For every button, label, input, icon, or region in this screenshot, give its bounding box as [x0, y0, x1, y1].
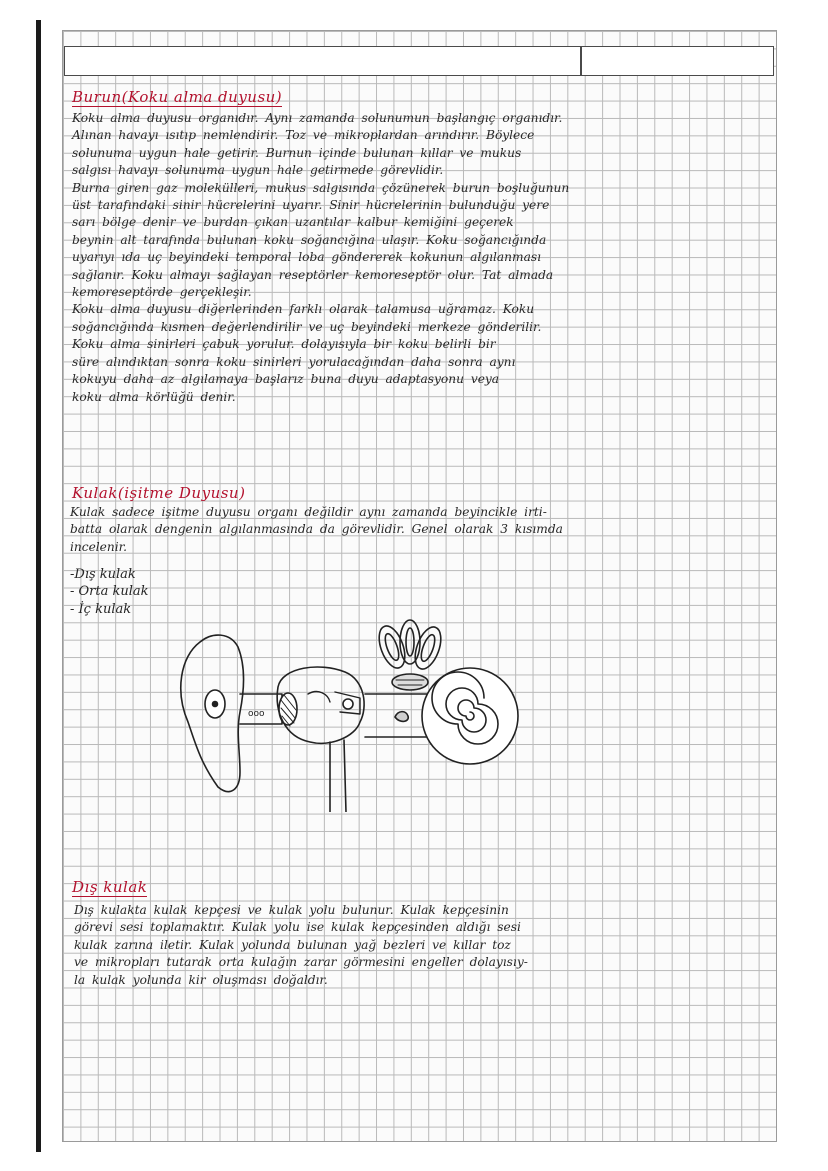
- text-line: Alınan havayı ısıtıp nemlendirir. Toz ve mikroplardan arındırır. Böylece: [72, 128, 535, 143]
- text-line: kemoreseptörde gerçekleşir.: [72, 285, 252, 300]
- text-line: kokuyu daha az algılamaya başlarız buna duyu adaptasyonu veya: [72, 372, 500, 387]
- text-line: süre alındıktan sonra koku sinirleri yorulacağından daha sonra aynı: [72, 354, 516, 369]
- text-line: Kulak sadece işitme duyusu organı değildir aynı zamanda beyincikle irti-: [70, 505, 547, 519]
- text-line: Koku alma duyusu diğerlerinden farklı olarak talamusa uğramaz. Koku: [72, 302, 535, 317]
- text-line: üst tarafındaki sinir hücrelerini uyarır. Sinir hücrelerinin bulunduğu yere: [72, 198, 550, 213]
- cochlea: [422, 668, 518, 764]
- canal-dot: [213, 702, 218, 707]
- text-line: sarı bölge denir ve burdan çıkan uzantılar kalbur kemiğini geçerek: [72, 215, 514, 230]
- ear-diagram: [170, 612, 530, 812]
- text-line: soğancığında kısmen değerlendirilir ve uç beyindeki merkeze gönderilir.: [72, 319, 542, 334]
- list-item: - İç kulak: [70, 601, 132, 617]
- notebook-spine: [36, 20, 41, 1152]
- section-title-ear: Kulak(işitme Duyusu): [72, 484, 246, 502]
- eustachian-tube: [330, 740, 346, 812]
- section-title-outer-ear: Dış kulak: [72, 878, 148, 896]
- header-divider: [580, 47, 582, 75]
- title-underline: [72, 106, 282, 107]
- text-line: ve mikropları tutarak orta kulağın zarar görmesini engeller dolayısıy-: [74, 955, 528, 970]
- canal-hairs: ooo: [248, 709, 265, 719]
- semicircular-canals: [374, 620, 446, 690]
- nose-paragraph: [72, 110, 569, 406]
- text-line: Dış kulakta kulak kepçesi ve kulak yolu bulunur. Kulak kepçesinin: [74, 903, 509, 917]
- outer-ear-paragraph: [74, 902, 528, 989]
- text-line: kulak zarına iletir. Kulak yolunda bulunan yağ bezleri ve kıllar toz: [74, 937, 511, 952]
- text-line: la kulak yolunda kir oluşması doğaldır.: [74, 972, 328, 987]
- ear-paragraph: [70, 504, 563, 556]
- text-line: salgısı havayı solunuma uygun hale getirmede görevlidir.: [72, 163, 444, 178]
- list-item: - Orta kulak: [70, 584, 149, 600]
- text-line: Burna giren gaz molekülleri, mukus salgısında çözünerek burun boşluğunun: [72, 180, 570, 195]
- text-line: görevi sesi toplamaktır. Kulak yolu ise kulak kepçesinden aldığı sesi: [74, 920, 521, 935]
- text-line: batta olarak dengenin algılanmasında da görevlidir. Genel olarak 3 kısımda: [70, 522, 563, 537]
- text-line: sağlanır. Koku almayı sağlayan reseptörler kemoreseptör olur. Tat almada: [72, 267, 554, 282]
- header-box: [64, 46, 774, 76]
- text-line: solunuma uygun hale getirir. Burnun içinde bulunan kıllar ve mukus: [72, 145, 522, 160]
- section-title-nose: Burun(Koku alma duyusu): [72, 88, 283, 106]
- text-line: Koku alma sinirleri çabuk yorulur. dolayısıyla bir koku belirli bir: [72, 337, 496, 352]
- title-underline: [72, 896, 147, 897]
- list-item: -Dış kulak: [70, 567, 136, 582]
- vestibule-mark: [395, 712, 408, 722]
- text-line: incelenir.: [70, 539, 128, 554]
- text-line: Koku alma duyusu organıdır. Aynı zamanda solunumun başlangıç organıdır.: [72, 111, 563, 125]
- ear-parts-list: [70, 566, 149, 618]
- text-line: uyarıyı ıda uç beyindeki temporal loba göndererek kokunun algılanması: [72, 250, 542, 265]
- text-line: koku alma körlüğü denir.: [72, 389, 236, 404]
- text-line: beynin alt tarafında bulunan koku soğancığına ulaşır. Koku soğancığında: [72, 232, 547, 247]
